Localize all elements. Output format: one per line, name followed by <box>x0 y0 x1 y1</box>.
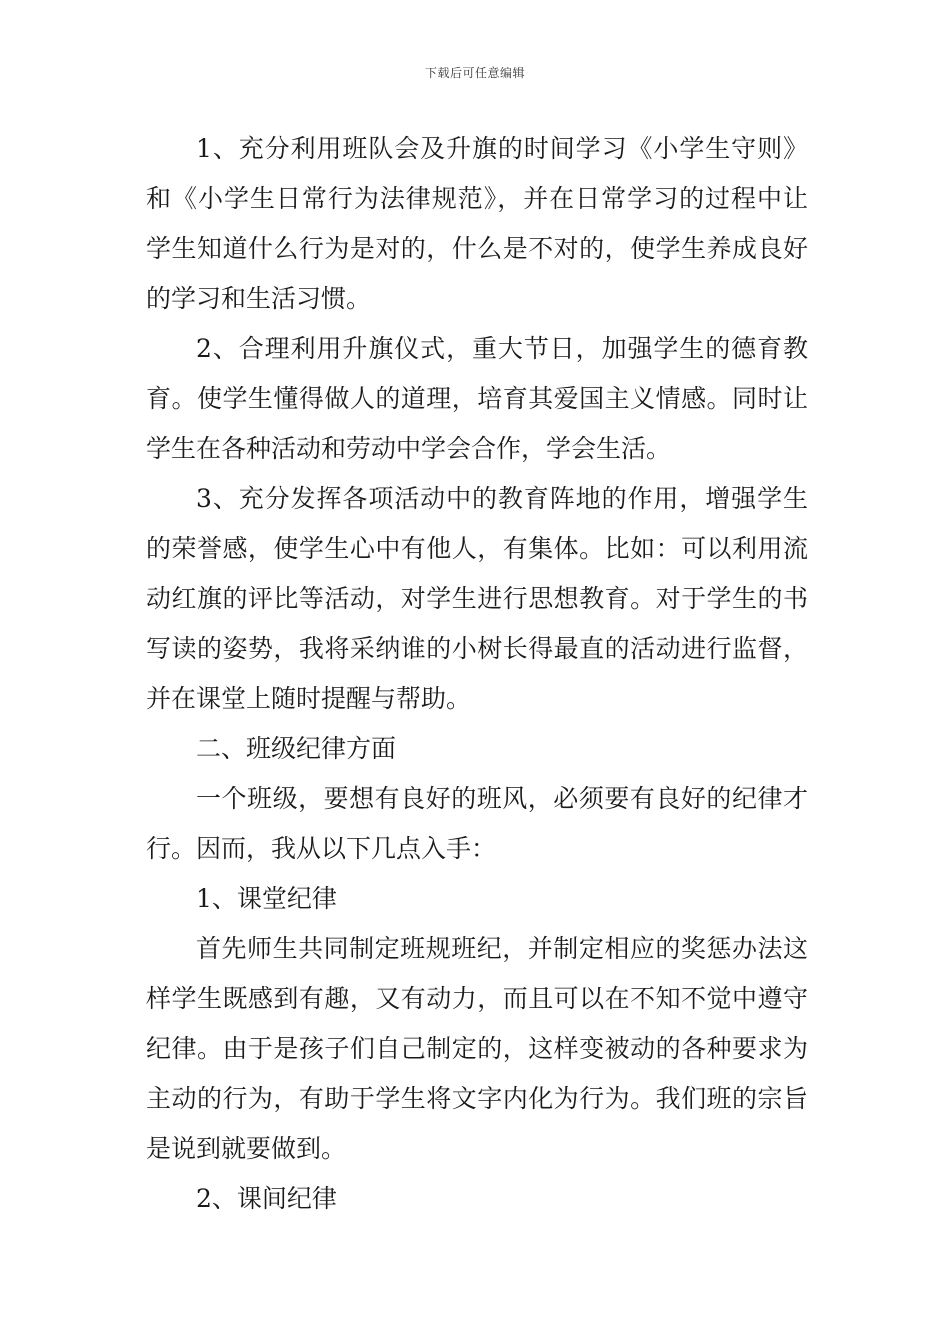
paragraph-item-1: 1、充分利用班队会及升旗的时间学习《小学生守则》和《小学生日常行为法律规范》，并在日常学习的过程中让学生知道什么行为是对的，什么是不对的，使学生养成良好的学习和生活习惯。 <box>146 134 808 313</box>
subheading-break-discipline: 2、课间纪律 <box>196 1184 337 1213</box>
paragraph-classroom-rules: 首先师生共同制定班规班纪，并制定相应的奖惩办法这样学生既感到有趣，又有动力，而且可以在不知不觉中遵守纪律。由于是孩子们自己制定的，这样变被动的各种要求为主动的行为，有助于学生将文字内化为行为。我们班的宗旨是说到就要做到。 <box>146 934 808 1163</box>
paragraph-item-3: 3、充分发挥各项活动中的教育阵地的作用，增强学生的荣誉感，使学生心中有他人，有集体。比如：可以利用流动红旗的评比等活动，对学生进行思想教育。对于学生的书写读的姿势，我将采纳谁的小树长得最直的活动进行监督，并在课堂上随时提醒与帮助。 <box>146 484 808 713</box>
section-heading-discipline: 二、班级纪律方面 <box>196 734 397 763</box>
subheading-classroom-discipline: 1、课堂纪律 <box>196 884 337 913</box>
document-body <box>146 124 808 1224</box>
paragraph-item-2: 2、合理利用升旗仪式，重大节日，加强学生的德育教育。使学生懂得做人的道理，培育其爱国主义情感。同时让学生在各种活动和劳动中学会合作，学会生活。 <box>146 334 808 463</box>
header-note: 下载后可任意编辑 <box>424 66 525 80</box>
paragraph-discipline-intro: 一个班级，要想有良好的班风，必须要有良好的纪律才行。因而，我从以下几点入手： <box>146 784 808 863</box>
